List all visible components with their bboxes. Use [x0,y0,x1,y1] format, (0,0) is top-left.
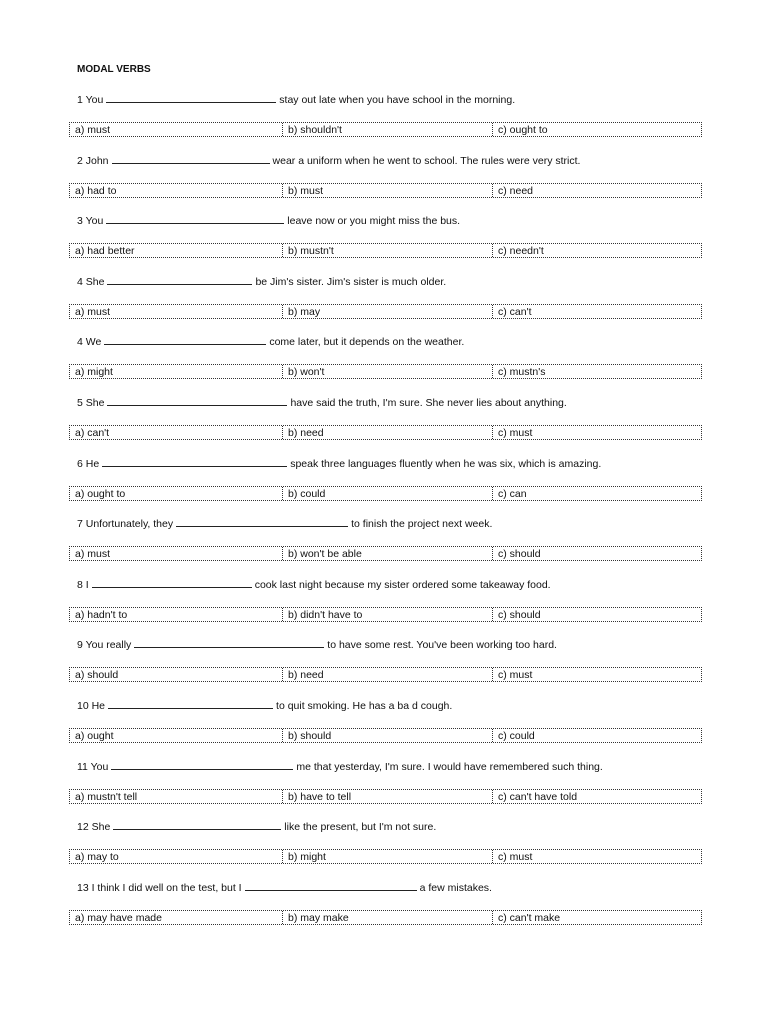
answer-options-row [69,183,702,198]
answer-blank[interactable] [113,819,281,830]
option-c[interactable]: c) could [492,729,701,742]
question-prefix: 1 You [77,94,104,106]
question-text [77,577,551,592]
option-c[interactable]: c) should [492,608,701,621]
question-suffix: to finish the project next week. [351,518,493,530]
option-b[interactable]: b) may make [282,911,492,924]
question-prefix: 12 She [77,821,111,833]
option-b[interactable]: b) won't be able [282,547,492,560]
question-text [77,274,446,289]
question-text [77,759,603,774]
answer-options-row [69,849,702,864]
option-b[interactable]: b) need [282,668,492,681]
answer-options-row [69,667,702,682]
answer-options-row [69,364,702,379]
question-suffix: a few mistakes. [419,882,492,894]
question-text [77,456,601,471]
option-b[interactable]: b) shouldn't [282,123,492,136]
option-a[interactable]: a) ought to [75,488,126,500]
option-c[interactable]: c) needn't [492,244,701,257]
answer-blank[interactable] [176,516,348,527]
question-prefix: 3 You [77,215,104,227]
question-suffix: me that yesterday, I'm sure. I would have remembered such thing. [296,761,603,773]
question-suffix: have said the truth, I'm sure. She never lies about anything. [290,397,567,409]
option-a[interactable]: a) had better [75,245,135,257]
answer-blank[interactable] [107,274,252,285]
answer-blank[interactable] [134,637,324,648]
question-suffix: stay out late when you have school in the morning. [279,94,516,106]
answer-options-row [69,425,702,440]
option-c[interactable]: c) must [492,426,701,439]
option-a[interactable]: a) hadn't to [75,609,128,621]
question-text [77,819,436,834]
question-text [77,334,464,349]
option-b[interactable]: b) didn't have to [282,608,492,621]
option-c[interactable]: c) can't make [492,911,701,924]
question-prefix: 4 We [77,336,102,348]
option-b[interactable]: b) may [282,305,492,318]
option-a[interactable]: a) must [75,306,111,318]
question-prefix: 9 You really [77,639,132,651]
option-c[interactable]: c) ought to [492,123,701,136]
question-prefix: 13 I think I did well on the test, but I [77,882,242,894]
option-c[interactable]: c) mustn's [492,365,701,378]
question-prefix: 2 John [77,155,109,167]
answer-blank[interactable] [104,334,266,345]
option-c[interactable]: c) must [492,850,701,863]
question-suffix: wear a uniform when he went to school. The rules were very strict. [272,155,581,167]
option-a[interactable]: a) may have made [75,912,162,924]
answer-blank[interactable] [111,759,293,770]
option-a[interactable]: a) ought [75,730,114,742]
question-text [77,880,492,895]
option-a[interactable]: a) must [75,124,111,136]
question-prefix: 7 Unfortunately, they [77,518,174,530]
question-prefix: 6 He [77,458,100,470]
option-a[interactable]: a) must [75,548,111,560]
question-text [77,153,580,168]
answer-blank[interactable] [107,395,287,406]
option-c[interactable]: c) should [492,547,701,560]
question-suffix: cook last night because my sister ordered some takeaway food. [254,579,551,591]
question-suffix: leave now or you might miss the bus. [287,215,461,227]
question-prefix: 11 You [77,761,109,773]
option-b[interactable]: b) must [282,184,492,197]
answer-blank[interactable] [106,92,276,103]
option-c[interactable]: c) must [492,668,701,681]
question-prefix: 4 She [77,276,105,288]
question-prefix: 10 He [77,700,106,712]
option-a[interactable]: a) should [75,669,119,681]
answer-options-row [69,122,702,137]
option-b[interactable]: b) have to tell [282,790,492,803]
question-text [77,92,515,107]
question-suffix: like the present, but I'm not sure. [284,821,437,833]
question-text [77,516,492,531]
answer-options-row [69,910,702,925]
answer-blank[interactable] [106,213,284,224]
option-a[interactable]: a) might [75,366,113,378]
question-text [77,698,452,713]
question-suffix: be Jim's sister. Jim's sister is much older. [255,276,447,288]
option-a[interactable]: a) had to [75,185,117,197]
option-b[interactable]: b) won't [282,365,492,378]
option-b[interactable]: b) mustn't [282,244,492,257]
answer-options-row [69,789,702,804]
option-a[interactable]: a) mustn't tell [75,791,138,803]
answer-blank[interactable] [112,153,270,164]
answer-options-row [69,486,702,501]
question-text [77,213,460,228]
option-b[interactable]: b) need [282,426,492,439]
question-suffix: to quit smoking. He has a ba d cough. [276,700,453,712]
answer-blank[interactable] [102,456,287,467]
option-b[interactable]: b) could [282,487,492,500]
answer-options-row [69,304,702,319]
question-suffix: come later, but it depends on the weather. [269,336,465,348]
question-text [77,637,557,652]
option-c[interactable]: c) can't [492,305,701,318]
option-b[interactable]: b) should [282,729,492,742]
question-prefix: 5 She [77,397,105,409]
option-c[interactable]: c) can [492,487,701,500]
option-c[interactable]: c) can't have told [492,790,701,803]
answer-options-row [69,607,702,622]
worksheet-title: MODAL VERBS [77,64,151,75]
option-a[interactable]: a) can't [75,427,110,439]
question-text [77,395,567,410]
answer-options-row [69,728,702,743]
question-suffix: to have some rest. You've been working too hard. [327,639,557,651]
question-suffix: speak three languages fluently when he was six, which is amazing. [290,458,602,470]
question-prefix: 8 I [77,579,89,591]
option-c[interactable]: c) need [492,184,701,197]
answer-blank[interactable] [92,577,252,588]
answer-blank[interactable] [245,880,417,891]
answer-blank[interactable] [108,698,273,709]
option-b[interactable]: b) might [282,850,492,863]
option-a[interactable]: a) may to [75,851,119,863]
answer-options-row [69,243,702,258]
answer-options-row [69,546,702,561]
